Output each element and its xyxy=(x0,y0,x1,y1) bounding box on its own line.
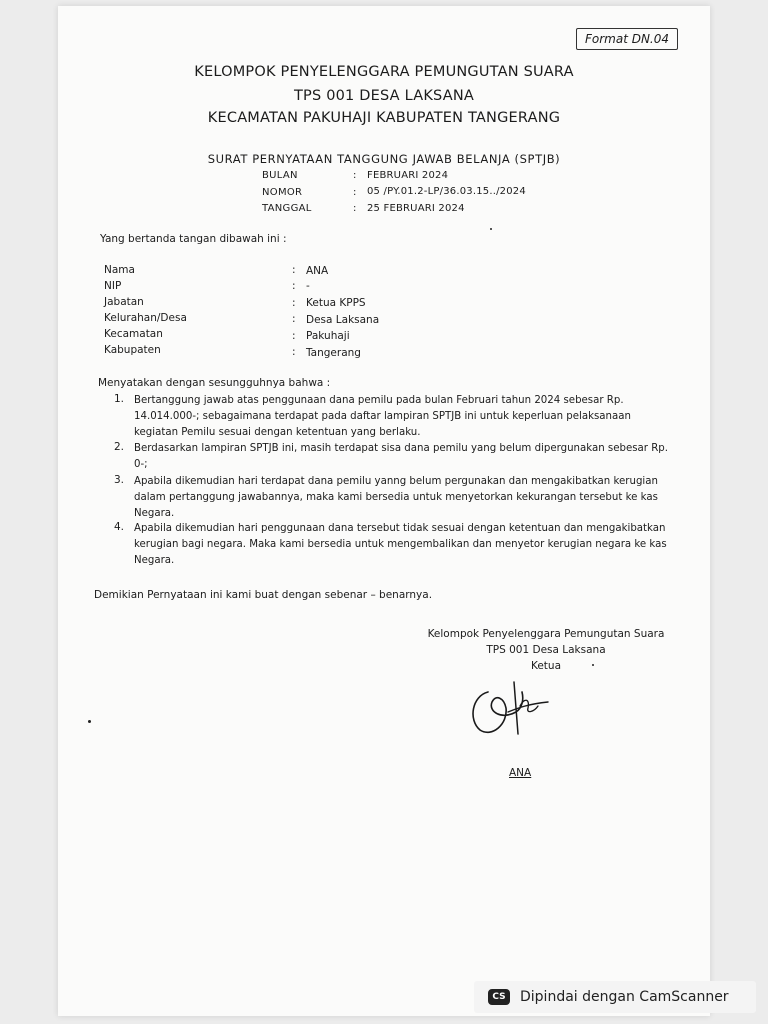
statement-intro: Menyatakan dengan sesungguhnya bahwa : xyxy=(98,377,331,389)
intro-text: Yang bertanda tangan dibawah ini : xyxy=(100,233,287,245)
nomor-value: 05 /PY.01.2-LP/36.03.15../2024 xyxy=(367,186,526,197)
camscanner-text: Dipindai dengan CamScanner xyxy=(520,989,729,1005)
nomor-colon: : xyxy=(353,187,357,198)
bulan-value: FEBRUARI 2024 xyxy=(367,170,449,181)
tanggal-colon: : xyxy=(353,203,357,214)
identity-colon: : xyxy=(292,297,296,309)
statement-number: 2. xyxy=(114,441,125,453)
statement-text: Berdasarkan lampiran SPTJB ini, masih terdapat sisa dana pemilu yang belum dipergunakan sebesar Rp. 0-; xyxy=(134,443,668,470)
identity-colon: : xyxy=(292,313,296,325)
identity-value-kabupaten: Tangerang xyxy=(306,347,361,359)
scan-speck xyxy=(592,664,594,666)
signature-org-line-2: TPS 001 Desa Laksana xyxy=(486,644,606,656)
bulan-colon: : xyxy=(353,170,357,181)
identity-label-nama: Nama xyxy=(104,264,135,276)
header-line-1: KELOMPOK PENYELENGGARA PEMUNGUTAN SUARA xyxy=(194,64,574,80)
signature-role: Ketua xyxy=(530,660,562,672)
camscanner-logo-icon: CS xyxy=(488,989,510,1005)
identity-colon: : xyxy=(292,264,296,276)
handwritten-signature xyxy=(462,672,558,744)
statement-text: Apabila dikemudian hari terdapat dana pemilu yanng belum pergunakan dan mengakibatkan kerugian dalam pertanggung jawabannya, maka kami bersedia untuk menyetorkan kekurangan tersebut ke kas Negara. xyxy=(134,476,658,519)
identity-value-jabatan: Ketua KPPS xyxy=(306,297,366,309)
nomor-label: NOMOR xyxy=(262,187,303,198)
document-title: SURAT PERNYATAAN TANGGUNG JAWAB BELANJA (SPTJB) xyxy=(207,152,561,166)
identity-label-nip: NIP xyxy=(104,280,122,292)
tanggal-value: 25 FEBRUARI 2024 xyxy=(367,203,465,214)
identity-value-nama: ANA xyxy=(306,265,329,277)
identity-value-kecamatan: Pakuhaji xyxy=(306,330,350,342)
format-label: Format DN.04 xyxy=(576,28,678,50)
identity-colon: : xyxy=(292,280,296,292)
identity-label-kabupaten: Kabupaten xyxy=(104,344,161,356)
identity-colon: : xyxy=(292,346,296,358)
bulan-label: BULAN xyxy=(262,170,298,181)
header-line-3: KECAMATAN PAKUHAJI KABUPATEN TANGERANG xyxy=(207,110,561,126)
statement-number: 1. xyxy=(114,393,125,405)
closing-text: Demikian Pernyataan ini kami buat dengan sebenar – benarnya. xyxy=(94,589,433,601)
identity-colon: : xyxy=(292,330,296,342)
identity-value-nip: - xyxy=(306,280,310,292)
statement-number: 4. xyxy=(114,521,125,533)
camscanner-watermark xyxy=(474,981,756,1013)
scan-speck xyxy=(490,228,492,230)
statement-text: Bertanggung jawab atas penggunaan dana pemilu pada bulan Februari tahun 2024 sebesar Rp. 14.014.000-; sebagaimana terdapat pada daftar lampiran SPTJB ini untuk keperluan pelaksanaan kegiatan Pemilu sesuai dengan ketentuan yang berlaku. xyxy=(134,395,631,438)
statement-number: 3. xyxy=(114,474,125,486)
scan-speck xyxy=(88,720,91,723)
signature-org-line-1: Kelompok Penyelenggara Pemungutan Suara xyxy=(427,628,665,640)
header-line-2: TPS 001 DESA LAKSANA xyxy=(293,88,475,104)
tanggal-label: TANGGAL xyxy=(262,203,312,214)
identity-value-kelurahan: Desa Laksana xyxy=(306,314,380,326)
identity-label-jabatan: Jabatan xyxy=(104,296,144,308)
statement-text: Apabila dikemudian hari penggunaan dana tersebut tidak sesuai dengan ketentuan dan mengakibatkan kerugian bagi negara. Maka kami bersedia untuk mengembalikan dan menyetor kerugian negara ke kas Negara. xyxy=(134,523,667,566)
identity-label-kecamatan: Kecamatan xyxy=(104,328,163,340)
identity-label-kelurahan: Kelurahan/Desa xyxy=(104,312,187,324)
signature-name: ANA xyxy=(509,767,532,779)
